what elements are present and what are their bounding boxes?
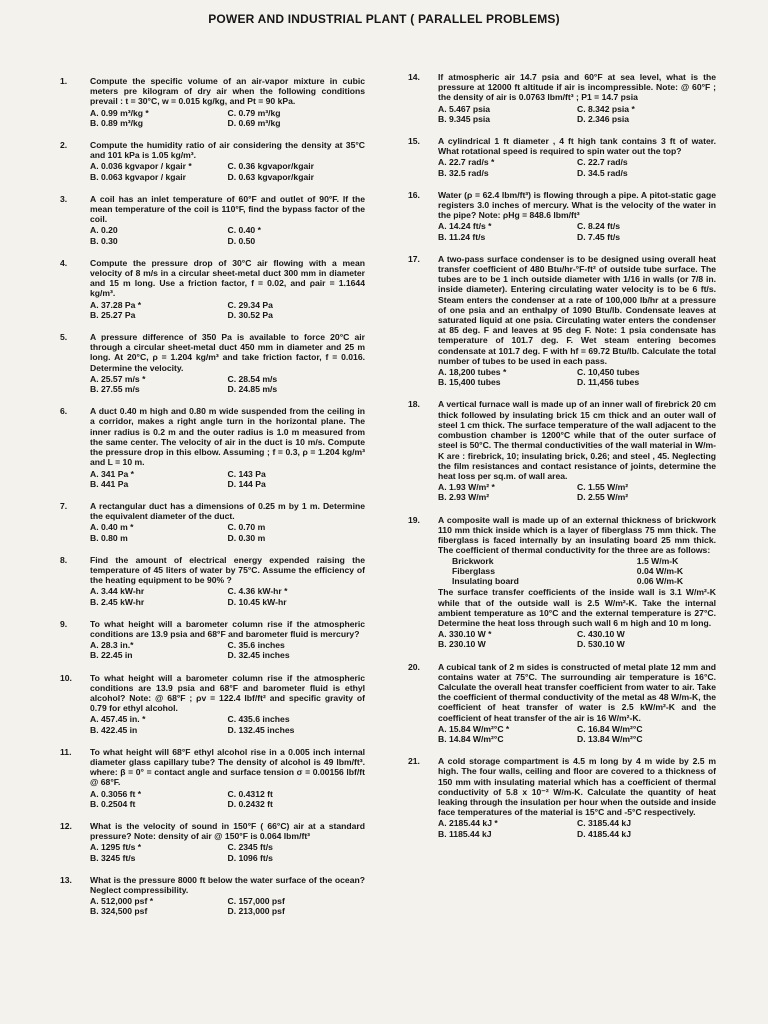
choice-c: C. 0.4312 ft — [227, 788, 273, 799]
choice-a: A. 0.40 m * — [90, 522, 134, 533]
problem-item — [60, 258, 365, 320]
choice-d: D. 530.10 W — [577, 639, 625, 650]
answer-choices — [90, 161, 365, 181]
choice-a: A. 0.99 m³/kg * — [90, 107, 149, 118]
problem-text: A duct 0.40 m high and 0.80 m wide suspended from the ceiling in a corridor, makes a right angle turn in the horizontal plane. The inner radius is 0.2 m and the outer radius is 1.0 m measured from the same center. The velocity of air in the duct is 10 m/s. Compute the pressure drop in this elbow. Assuming ; f = 0.3, ρ = 1.204 kg/m³ and L = 10 m. — [90, 406, 365, 468]
problem-number: 2. — [60, 140, 68, 151]
material-name: Fiberglass — [452, 566, 495, 577]
choice-a: A. 0.3056 ft * — [90, 788, 142, 799]
choice-b: B. 0.89 m³/kg — [90, 117, 144, 128]
answer-choices — [90, 640, 365, 660]
problem-text: A cylindrical 1 ft diameter , 4 ft high tank contains 3 ft of water. What rotational speed is required to spin water out the top? — [438, 136, 716, 157]
problem-item — [60, 406, 365, 489]
problem-number: 1. — [60, 76, 68, 86]
problem-item — [408, 136, 716, 178]
problem-number: 9. — [60, 618, 68, 629]
choice-b: B. 14.84 W/m²°C — [438, 733, 504, 744]
problem-text: To what height will 68°F ethyl alcohol rise in a 0.005 inch internal diameter glass capillary tube? The density of alcohol is 49 lbm/ft³. where: β = 0° = contact angle and surface tension σ = 0.00156 lbf/ft @ 68°F. — [90, 746, 365, 788]
problem-text: What is the pressure 8000 ft below the water surface of the ocean? Neglect compressibility. — [90, 874, 365, 895]
answer-choices — [438, 221, 716, 241]
material-name: Insulating board — [452, 576, 519, 587]
choice-b: B. 441 Pa — [90, 478, 129, 489]
answer-choices — [90, 896, 365, 916]
choice-c: C. 143 Pa — [227, 468, 266, 479]
choice-c: C. 435.6 inches — [227, 714, 290, 725]
choice-a: A. 37.28 Pa * — [90, 299, 142, 310]
problem-item — [408, 190, 716, 242]
problem-text: Compute the specific volume of an air-vapor mixture in cubic meters pre kilogram of dry air when the following conditions prevail : t = 30°C, w = 0.015 kg/kg, and Pt = 90 kPa. — [90, 76, 365, 107]
answer-choices — [90, 586, 365, 606]
problem-number: 16. — [408, 189, 420, 200]
choice-a: A. 2185.44 kJ * — [438, 818, 498, 829]
problem-item — [408, 72, 716, 124]
problem-number: 11. — [60, 746, 72, 757]
choice-a: A. 25.57 m/s * — [90, 373, 146, 384]
problem-number: 10. — [60, 672, 72, 683]
choice-d: D. 0.30 m — [227, 532, 266, 543]
choice-c: C. 0.40 * — [227, 225, 261, 236]
choice-d: D. 1096 ft/s — [227, 852, 273, 863]
answer-choices — [90, 842, 365, 862]
choice-b: B. 1185.44 kJ — [438, 828, 492, 839]
problem-number: 17. — [408, 253, 420, 264]
answer-choices — [438, 724, 716, 744]
answer-choices — [90, 225, 365, 245]
choice-a: A. 330.10 W * — [438, 629, 492, 640]
choice-d: D. 213,000 psf — [227, 906, 285, 917]
choice-d: D. 0.2432 ft — [227, 798, 273, 809]
answer-choices — [438, 104, 716, 124]
choice-d: D. 0.50 — [227, 235, 256, 246]
problem-text: A coil has an inlet temperature of 60°F and outlet of 90°F. If the mean temperature of the coil is 110°F, find the bypass factor of the coil. — [90, 193, 365, 225]
problem-number: 13. — [60, 874, 72, 885]
choice-b: B. 32.5 rad/s — [438, 167, 489, 178]
problem-text: Compute the pressure drop of 30°C air flowing with a mean velocity of 8 m/s in a circular sheet-metal duct 300 mm in diameter and 15 m long. Use a friction factor, f = 0.02, and ρair = 1.1644 kg/m³. — [90, 257, 365, 299]
choice-a: A. 15.84 W/m²°C * — [438, 723, 510, 734]
problem-number: 12. — [60, 820, 72, 831]
problem-item — [60, 747, 365, 809]
choice-c: C. 8.24 ft/s — [577, 221, 620, 232]
choice-c: C. 8.342 psia * — [577, 103, 635, 114]
problem-number: 7. — [60, 500, 68, 511]
choice-b: B. 0.2504 ft — [90, 798, 136, 809]
choice-a: A. 341 Pa * — [90, 468, 134, 479]
choice-c: C. 0.70 m — [227, 522, 266, 533]
choice-d: D. 11,456 tubes — [577, 377, 640, 388]
problem-item — [408, 662, 716, 745]
choice-a: A. 5.467 psia — [438, 103, 491, 114]
choice-d: D. 2.346 psia — [577, 113, 630, 124]
choice-c: C. 0.79 m³/kg — [227, 107, 281, 118]
right-column — [408, 72, 716, 851]
choice-c: C. 157,000 psf — [227, 896, 285, 907]
problem-item — [408, 515, 716, 650]
choice-b: B. 9.345 psia — [438, 113, 491, 124]
choice-b: B. 324,500 psf — [90, 906, 148, 917]
problem-text: A vertical furnace wall is made up of an inner wall of firebrick 20 cm thick followed by insulating brick 15 cm thick and an outer wall of steel 1 cm thick. The surface temperature of the wall adjacent to the combustion chamber is 1200°C while that of the outer surface of steel is 50°C. The thermal conductivities of the wall material in W/m-K are : firebrick, 10; insulating brick, 0.26; and steel , 45. Neglecting the film resistances and contact resistance of joints, determine the heat loss per sq.m. of wall area. — [438, 399, 716, 481]
problem-item — [60, 332, 365, 394]
problem-text: Compute the humidity ratio of air considering the density at 35°C and 101 kPa is 1.05 kg/m³. — [90, 140, 365, 161]
choice-c: C. 2345 ft/s — [227, 842, 273, 853]
choice-b: B. 0.063 kgvapor / kgair — [90, 171, 187, 182]
problem-item — [60, 673, 365, 735]
answer-choices — [90, 789, 365, 809]
choice-b: B. 2.93 W/m² — [438, 492, 490, 503]
choice-c: C. 35.6 inches — [227, 640, 285, 651]
material-value: 0.06 W/m-K — [636, 576, 684, 587]
choice-b: B. 2.45 kW-hr — [90, 596, 145, 607]
choice-b: B. 0.80 m — [90, 532, 128, 543]
problem-item — [60, 501, 365, 543]
choice-c: C. 4.36 kW-hr * — [227, 586, 288, 597]
choice-a: A. 28.3 in.* — [90, 640, 134, 651]
problem-item — [60, 140, 365, 182]
choice-d: D. 34.5 rad/s — [577, 167, 628, 178]
answer-choices — [438, 629, 716, 649]
choice-c: C. 430.10 W — [577, 629, 625, 640]
problem-text: A two-pass surface condenser is to be designed using overall heat transfer coefficient of 480 Btu/hr-°F-ft² of outside tube surface. The tubes are to be 1 inch outside diameter with 1/16 in walls (or 7/8 in. inside diameter). Entering circulating water velocity is to be 6 ft/s. Steam enters the condenser at a rate of 100,000 lb/hr at a pressure of one psia and an enthalpy of 1090 Btu/lb. Condensate leaves at saturated liquid at one psia. Circulating water enters the condenser at 85 deg. F and leaves at 95 deg F. Note: 1 psia condensate has temperature of 101.7 deg. F. Wet steam entering becomes condensate at 101.7 deg. F with hf = 69.72 Btu/lb. Calculate the total number of tubes to be used in each pass. — [438, 253, 716, 366]
problem-item — [60, 555, 365, 607]
answer-choices — [90, 714, 365, 734]
choice-b: B. 15,400 tubes — [438, 377, 501, 388]
choice-d: D. 4185.44 kJ — [577, 828, 631, 839]
problem-text: A rectangular duct has a dimensions of 0.25 m by 1 m. Determine the equivalent diameter of the duct. — [90, 500, 365, 522]
choice-a: A. 1295 ft/s * — [90, 842, 142, 853]
problem-text: A cubical tank of 2 m sides is constructed of metal plate 12 mm and contains water at 75°C. The surrounding air temperature is 16°C. Calculate the overall heat transfer coefficient from water to air. Take the coefficient of thermal conductivity of the metal as 48 W/m-K, the coefficient of heat transfer of water is 2.5 kW/m²-K and the coefficient of heat transfer of the air is 16 W/m²-K. — [438, 661, 716, 723]
problem-text: Water (ρ = 62.4 lbm/ft³) is flowing through a pipe. A pitot-static gage registers 3.0 inches of mercury. What is the velocity of the water in the pipe? Note: ρHg = 848.6 lbm/ft³ — [438, 189, 716, 221]
problem-text: What is the velocity of sound in 150°F ( 66°C) air at a standard pressure? Note: density of air @ 150°F is 0.064 lbm/ft³ — [90, 820, 365, 842]
problem-number: 21. — [408, 756, 420, 767]
problem-text: Find the amount of electrical energy expended raising the temperature of 45 liters of water by 75°C. Assume the efficiency of the heating equipment to be 90% ? — [90, 554, 365, 586]
choice-b: B. 22.45 in — [90, 650, 133, 661]
answer-choices — [90, 374, 365, 394]
choice-d: D. 32.45 inches — [227, 650, 290, 661]
problem-item — [408, 399, 716, 502]
choice-a: A. 22.7 rad/s * — [438, 157, 495, 168]
choice-a: A. 18,200 tubes * — [438, 367, 507, 378]
problem-text: To what height will a barometer column rise if the atmospheric conditions are 13.9 psia and 68°F and barometer fluid is mercury? — [90, 618, 365, 639]
problem-item — [60, 76, 365, 128]
problem-number: 19. — [408, 514, 420, 525]
problem-number: 15. — [408, 136, 420, 147]
material-name: Brickwork — [452, 556, 494, 567]
problem-item — [60, 821, 365, 863]
problem-item — [60, 619, 365, 661]
choice-c: C. 28.54 m/s — [227, 373, 278, 384]
choice-b: B. 230.10 W — [438, 639, 486, 650]
problem-number: 20. — [408, 661, 420, 672]
choice-d: D. 13.84 W/m²°C — [577, 733, 643, 744]
choice-b: B. 3245 ft/s — [90, 852, 136, 863]
choice-c: C. 0.36 kgvapor/kgair — [227, 161, 314, 172]
choice-d: D. 2.55 W/m² — [577, 492, 629, 503]
problem-number: 14. — [408, 72, 420, 82]
choice-b: B. 11.24 ft/s — [438, 231, 486, 242]
choice-c: C. 1.55 W/m² — [577, 482, 629, 493]
problem-item — [60, 875, 365, 917]
answer-choices — [438, 818, 716, 838]
choice-d: D. 10.45 kW-hr — [227, 596, 287, 607]
problem-number: 8. — [60, 554, 68, 565]
answer-choices — [90, 300, 365, 320]
answer-choices — [90, 469, 365, 489]
choice-c: C. 3185.44 kJ — [577, 818, 631, 829]
choice-d: D. 7.45 ft/s — [577, 231, 620, 242]
problem-number: 3. — [60, 193, 68, 204]
choice-a: A. 0.20 — [90, 225, 118, 236]
choice-d: D. 0.63 kgvapor/kgair — [227, 171, 314, 182]
choice-a: A. 0.036 kgvapor / kgair * — [90, 161, 192, 172]
problem-number: 4. — [60, 257, 68, 268]
choice-a: A. 3.44 kW-hr — [90, 586, 145, 597]
choice-b: B. 27.55 m/s — [90, 384, 140, 395]
material-value: 1.5 W/m-K — [636, 556, 679, 567]
problem-text: A cold storage compartment is 4.5 m long by 4 m wide by 2.5 m high. The four walls, ceiling and floor are covered to a thickness of 150 mm with insulating material which has a coefficient of thermal conductivity of 5.8 x 10⁻² W/m-K. Calculate the quantity of heat leaking through the insulation per hour when the outside and inside face temperatures of the material is 15°C and -5°C respectively. — [438, 756, 716, 818]
problem-text: To what height will a barometer column rise if the atmospheric conditions are 13.9 psia and 68°F and barometer fluid is ethyl alcohol? Note: @ 68°F ; ρv = 122.4 lbf/ft² and specific gravity of 0.79 for ethyl alcohol. — [90, 672, 365, 714]
choice-a: A. 457.45 in. * — [90, 714, 146, 725]
problem-text-continued: The surface transfer coefficients of the inside wall is 3.1 W/m²-K while that of the outside wall is 2.5 W/m²-K. Take the internal ambient temperature as 10°C and the external temperature is 27°C. Determine the heat loss through such wall 6 m high and 10 m long. — [438, 587, 716, 628]
problem-item — [408, 254, 716, 388]
problem-item — [60, 194, 365, 246]
conductivity-list — [452, 556, 716, 586]
choice-b: B. 25.27 Pa — [90, 309, 136, 320]
problem-text: A pressure difference of 350 Pa is available to force 20°C air through a circular sheet-metal duct 450 mm in diameter and 25 m long. At 20°C, ρ = 1.204 kg/m³ and take friction factor, f = 0.016. Determine the velocity. — [90, 332, 365, 373]
problem-text: A composite wall is made up of an external thickness of brickwork 110 mm thick inside which is a layer of fiberglass 75 mm thick. The fiberglass is faced internally by an insulating board 25 mm thick. The coefficient of thermal conductivity for the three are as follows: — [438, 514, 716, 556]
choice-c: C. 22.7 rad/s — [577, 157, 628, 168]
answer-choices — [438, 482, 716, 502]
document-title: POWER AND INDUSTRIAL PLANT ( PARALLEL PROBLEMS) — [208, 12, 560, 26]
answer-choices — [438, 367, 716, 387]
choice-c: C. 16.84 W/m²°C — [577, 723, 643, 734]
material-value: 0.04 W/m-K — [636, 566, 684, 577]
answer-choices — [90, 522, 365, 542]
choice-d: D. 132.45 inches — [227, 724, 295, 735]
choice-a: A. 512,000 psf * — [90, 896, 154, 907]
problem-number: 6. — [60, 406, 68, 417]
choice-b: B. 422.45 in — [90, 724, 138, 735]
choice-c: C. 10,450 tubes — [577, 367, 640, 378]
problem-number: 18. — [408, 399, 420, 410]
left-column — [60, 76, 365, 929]
choice-d: D. 0.69 m³/kg — [227, 117, 281, 128]
problem-item — [408, 756, 716, 839]
choice-d: D. 24.85 m/s — [227, 384, 278, 395]
choice-a: A. 14.24 ft/s * — [438, 221, 492, 232]
answer-choices — [438, 157, 716, 177]
choice-c: C. 29.34 Pa — [227, 299, 273, 310]
problem-text: If atmospheric air 14.7 psia and 60°F at sea level, what is the pressure at 12000 ft altitude if air is incompressible. Note: @ 60°F ; the density of air is 0.0763 lbm/ft³ ; P1 = 14.7 psia — [438, 72, 716, 103]
choice-a: A. 1.93 W/m² * — [438, 482, 495, 493]
problem-number: 5. — [60, 332, 68, 343]
choice-d: D. 144 Pa — [227, 478, 266, 489]
answer-choices — [90, 108, 365, 128]
choice-b: B. 0.30 — [90, 235, 118, 246]
choice-d: D. 30.52 Pa — [227, 309, 273, 320]
